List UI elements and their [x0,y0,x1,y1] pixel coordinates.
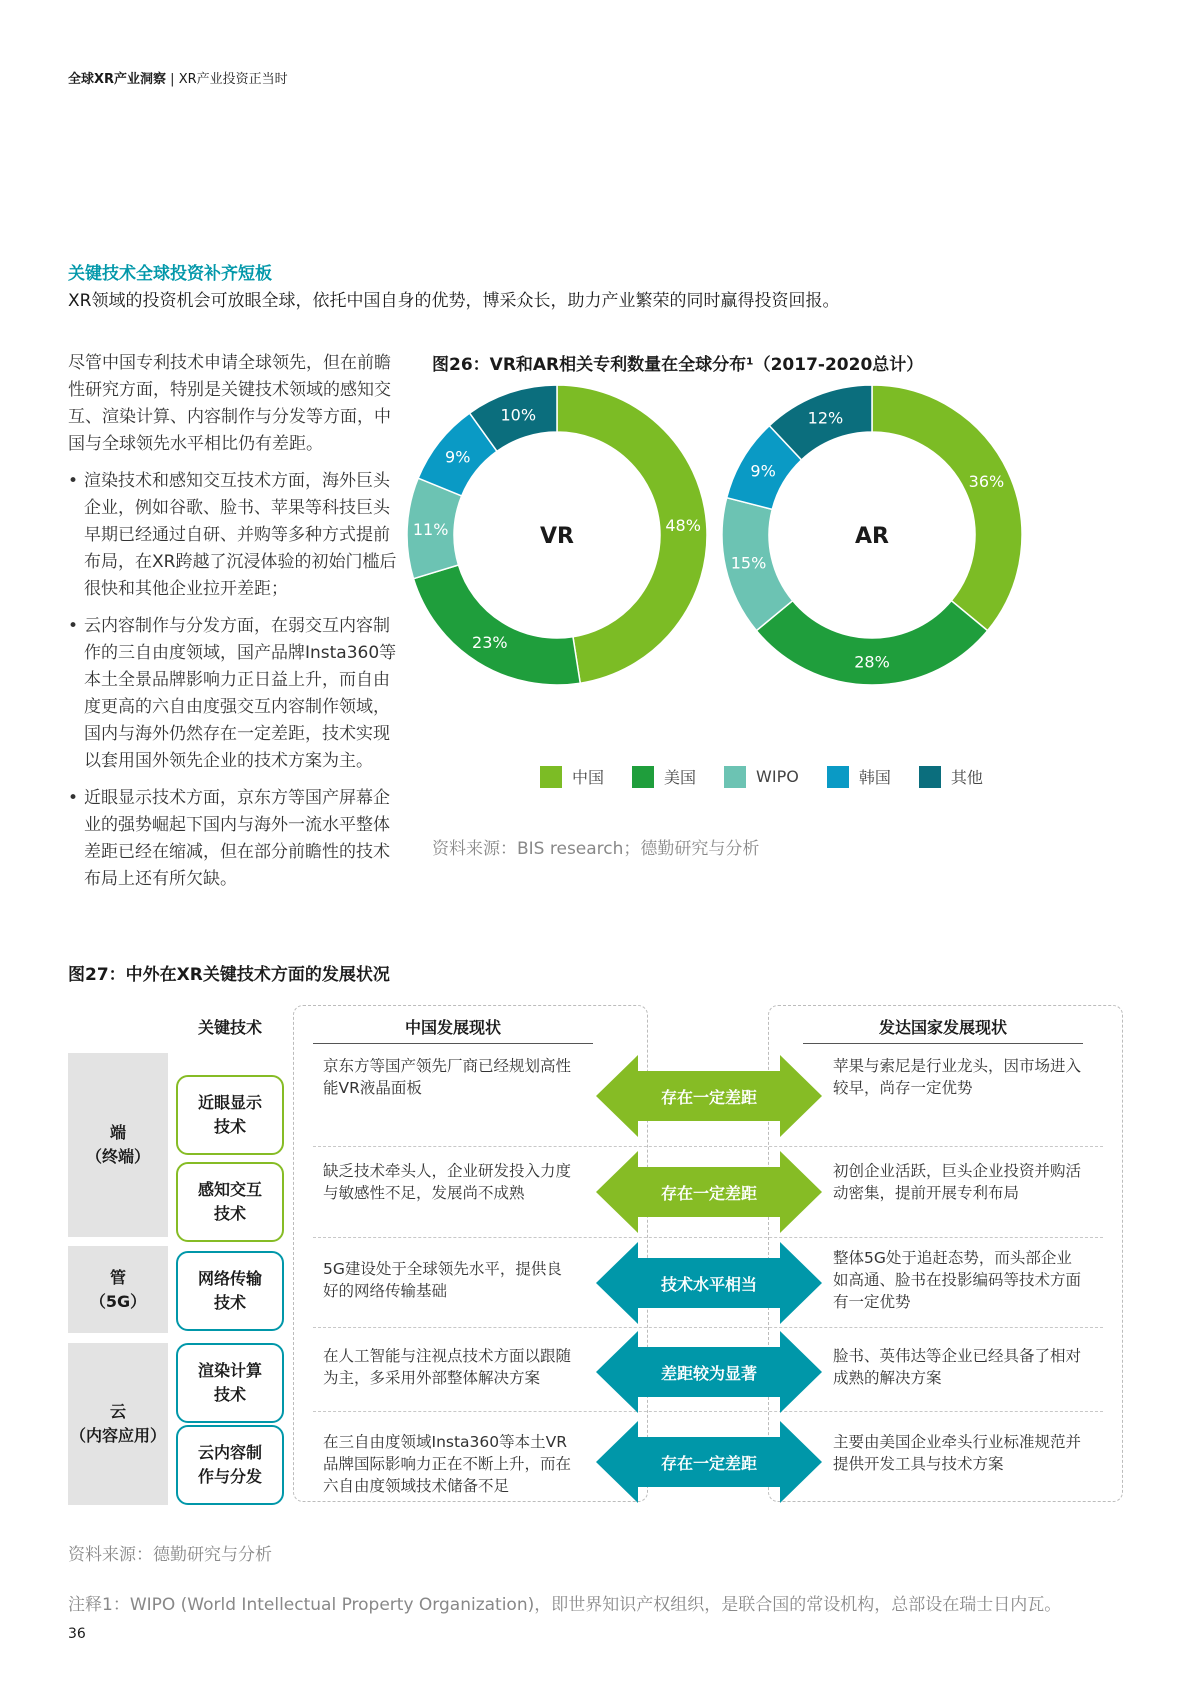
bullet-item: • 近眼显示技术方面，京东方等国产屏幕企业的强势崛起下国内与海外一流水平整体差距已经在缩减，但在部分前瞻性的技术布局上还有所欠缺。 [68,785,406,893]
segment-label: 云 [109,1402,126,1421]
legend-item [724,765,799,788]
legend-label: 韩国 [858,768,891,787]
segment-label: 管 [109,1267,126,1287]
figure-26-title: 图26：VR和AR相关专利数量在全球分布¹（2017-2020总计） [432,355,924,375]
developed-cell: 初创企业活跃，巨头企业投资并购活动密集，提前开展专利布局 [833,1162,1082,1202]
tech-rendering-computing [176,1343,284,1423]
developed-cell: 脸书、英伟达等企业已经具备了相对成熟的解决方案 [833,1347,1082,1387]
china-cell: 在三自由度领域Insta360等本土VR品牌国际影响力正在不断上升，而在六自由度领域技术储备不足 [323,1433,572,1495]
figure-27-table [68,1005,1123,1505]
row-divider [313,1237,1103,1238]
header-tech: 关键技术 [197,1018,262,1037]
status-label: 存在一定差距 [660,1453,757,1473]
tech-label: 云内容制作与分发 [197,1443,262,1486]
header-brand: 全球XR产业洞察 [68,72,167,87]
chart-legend [540,765,1011,788]
legend-label: WIPO [756,767,799,786]
header-china: 中国发展现状 [313,1015,593,1044]
status-label: 存在一定差距 [660,1183,757,1203]
row-divider [313,1146,1103,1147]
segment-terminal [68,1053,168,1237]
slice-label: 12% [807,408,844,428]
figure-26-source: 资料来源：BIS research；德勤研究与分析 [432,839,760,859]
status-arrow [596,1055,822,1137]
tech-label: 感知交互技术 [197,1180,262,1223]
legend-swatch [919,766,941,788]
legend-swatch [827,766,849,788]
figure-27-title: 图27：中外在XR关键技术方面的发展状况 [68,965,390,985]
donut-charts [412,395,1132,755]
slice-label: 36% [968,472,1005,492]
figure-27-source: 资料来源：德勤研究与分析 [68,1545,272,1565]
legend-label: 中国 [572,768,605,787]
slice-ar-1 [756,601,987,685]
intro-paragraph: 尽管中国专利技术申请全球领先，但在前瞻性研究方面，特别是关键技术领域的感知交互、渲染计算、内容制作与分发等方面，中国与全球领先水平相比仍有差距。 [68,353,391,454]
running-header [68,68,288,87]
tech-label: 近眼显示技术 [197,1093,262,1136]
row-divider [313,1327,1103,1328]
tech-label: 网络传输技术 [197,1269,262,1312]
status-arrow [596,1151,822,1233]
donut-center-label: VR [540,524,574,549]
donut-center-label: AR [855,524,889,549]
segment-sub: （内容应用） [69,1426,166,1445]
legend-swatch [540,766,562,788]
china-cell: 京东方等国产领先厂商已经规划高性能VR液晶面板 [323,1057,572,1097]
legend-label: 其他 [950,768,983,787]
developed-cell: 苹果与索尼是行业龙头，因市场进入较早，尚存一定优势 [833,1057,1082,1097]
segment-cloud [68,1343,168,1505]
segment-sub: （5G） [89,1291,147,1311]
tech-network-transmission [176,1251,284,1331]
footnote: 注释1：WIPO (World Intellectual Property Organization)，即世界知识产权组织，是联合国的常设机构，总部设在瑞士日内瓦。 [68,1595,1062,1615]
segment-pipe [68,1246,168,1333]
slice-label: 9% [445,447,471,467]
tech-perception-interaction [176,1162,284,1242]
slice-ar-0 [872,385,1022,631]
china-cell: 在人工智能与注视点技术方面以跟随为主，多采用外部整体解决方案 [323,1347,572,1387]
header-topic: XR产业投资正当时 [178,72,288,87]
header-separator: | [166,72,179,87]
slice-label: 28% [854,652,890,672]
status-label: 差距较为显著 [660,1363,757,1383]
status-label: 存在一定差距 [660,1087,757,1107]
section-subtitle: XR领域的投资机会可放眼全球，依托中国自身的优势，博采众长，助力产业繁荣的同时赢得投资回报。 [68,291,840,311]
legend-swatch [724,766,746,788]
bullet-item: • 渲染技术和感知交互技术方面，海外巨头企业，例如谷歌、脸书、苹果等科技巨头早期已经通过自研、并购等多种方式提前布局，在XR跨越了沉浸体验的初始门槛后很快和其他企业拉开差距； [68,468,406,603]
legend-item [827,765,891,788]
slice-label: 9% [750,461,776,481]
bullet-item: • 云内容制作与分发方面，在弱交互内容制作的三自由度领域，国产品牌Insta360等本土全景品牌影响力正日益上升，而自由度更高的六自由度强交互内容制作领域，国内与海外仍然存在一定差距，技术实现以套用国外领先企业的技术方案为主。 [68,613,406,775]
section-title: 关键技术全球投资补齐短板 [68,264,272,284]
slice-vr-1 [414,565,581,685]
china-cell: 5G建设处于全球领先水平，提供良好的网络传输基础 [323,1260,562,1300]
status-arrow [596,1331,822,1413]
bullet-list [68,468,406,903]
tech-cloud-content [176,1425,284,1505]
slice-label: 15% [730,553,767,573]
developed-cell: 主要由美国企业牵头行业标准规范并提供开发工具与技术方案 [833,1433,1082,1473]
slice-label: 11% [412,520,449,540]
legend-item [919,765,983,788]
tech-label: 渲染计算技术 [197,1361,262,1404]
slice-label: 23% [472,633,508,653]
status-label: 技术水平相当 [660,1274,757,1294]
legend-label: 美国 [664,768,697,787]
segment-sub: （终端） [85,1147,150,1166]
header-developed: 发达国家发展现状 [803,1015,1083,1044]
status-arrow [596,1421,822,1503]
developed-cell: 整体5G处于追赶态势，而头部企业如高通、脸书在投影编码等技术方面有一定优势 [833,1249,1082,1311]
status-arrow [596,1242,822,1324]
china-cell: 缺乏技术牵头人，企业研发投入力度与敏感性不足，发展尚不成熟 [323,1162,572,1202]
slice-label: 10% [500,405,537,425]
tech-near-eye-display [176,1075,284,1155]
segment-label: 端 [109,1123,126,1142]
page-number: 36 [68,1626,86,1642]
slice-label: 48% [665,516,701,536]
legend-swatch [632,766,654,788]
legend-item [632,765,696,788]
legend-item [540,765,604,788]
